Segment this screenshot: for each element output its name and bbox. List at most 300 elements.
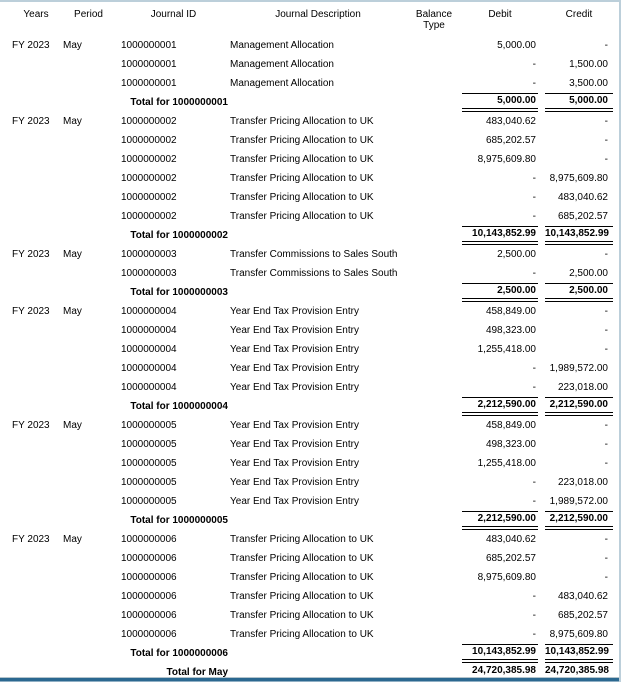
cell-debit: 498,323.00 — [485, 438, 536, 450]
cell-journal-description — [230, 397, 406, 416]
cell-years — [0, 454, 60, 473]
cell-balance-type — [406, 606, 462, 625]
cell-debit: - — [532, 172, 536, 184]
cell-balance-type — [406, 207, 462, 226]
cell-journal-id: 1000000005 — [121, 495, 177, 507]
cell-gap — [538, 435, 545, 454]
column-header-debit: Debit — [488, 9, 512, 20]
journal-row — [0, 416, 613, 435]
journal-row — [0, 74, 613, 93]
cell-balance-type — [406, 321, 462, 340]
cell-gap — [538, 245, 545, 264]
cell-balance-type — [406, 169, 462, 188]
cell-credit: 223,018.00 — [557, 476, 608, 488]
group-total-credit: 2,212,590.00 — [545, 397, 613, 416]
journal-total-row — [0, 397, 613, 416]
cell-years — [0, 473, 60, 492]
cell-years — [0, 55, 60, 74]
journal-row — [0, 435, 613, 454]
cell-balance-type — [406, 511, 462, 530]
cell-journal-id: 1000000006 — [121, 609, 177, 621]
cell-journal-description: Year End Tax Provision Entry — [230, 476, 359, 488]
column-header-balance-type: Balance Type — [415, 9, 453, 31]
cell-debit: - — [532, 77, 536, 89]
cell-gap — [538, 587, 545, 606]
cell-journal-id: 1000000005 — [121, 419, 177, 431]
cell-gap — [538, 131, 545, 150]
cell-period: May — [63, 533, 82, 545]
cell-journal-description: Year End Tax Provision Entry — [230, 438, 359, 450]
cell-period — [60, 492, 117, 511]
cell-balance-type — [406, 93, 462, 112]
cell-balance-type — [406, 283, 462, 302]
cell-journal-description: Transfer Pricing Allocation to UK — [230, 115, 374, 127]
cell-period — [60, 359, 117, 378]
group-total-debit: 10,143,852.99 — [462, 226, 538, 245]
cell-years — [0, 207, 60, 226]
cell-period: May — [63, 419, 82, 431]
journal-row — [0, 131, 613, 150]
cell-credit: - — [604, 552, 608, 564]
cell-period — [60, 321, 117, 340]
cell-credit: 1,989,572.00 — [549, 495, 608, 507]
journal-row — [0, 568, 613, 587]
cell-period — [60, 378, 117, 397]
cell-credit: 1,500.00 — [569, 58, 608, 70]
cell-period — [60, 55, 117, 74]
cell-balance-type — [406, 112, 462, 131]
journal-row — [0, 264, 613, 283]
cell-balance-type — [406, 416, 462, 435]
cell-debit: - — [532, 628, 536, 640]
cell-debit: - — [532, 362, 536, 374]
cell-balance-type — [406, 397, 462, 416]
cell-journal-id: 1000000004 — [121, 343, 177, 355]
cell-journal-id: 1000000002 — [121, 191, 177, 203]
journal-row — [0, 188, 613, 207]
cell-gap — [538, 112, 545, 131]
column-header-period: Period — [74, 9, 103, 20]
cell-journal-description: Year End Tax Provision Entry — [230, 343, 359, 355]
cell-gap — [538, 625, 545, 644]
cell-journal-description: Transfer Pricing Allocation to UK — [230, 210, 374, 222]
cell-balance-type — [406, 245, 462, 264]
cell-balance-type — [406, 473, 462, 492]
cell-journal-description: Management Allocation — [230, 39, 334, 51]
journal-row — [0, 36, 613, 55]
cell-years — [0, 131, 60, 150]
cell-credit: - — [604, 419, 608, 431]
cell-journal-id: 1000000003 — [121, 267, 177, 279]
cell-period — [60, 188, 117, 207]
cell-gap — [538, 473, 545, 492]
cell-period — [60, 131, 117, 150]
cell-debit: - — [532, 191, 536, 203]
cell-balance-type — [406, 264, 462, 283]
cell-journal-id: 1000000002 — [121, 172, 177, 184]
cell-period: May — [63, 115, 82, 127]
cell-journal-description: Year End Tax Provision Entry — [230, 305, 359, 317]
cell-journal-id: 1000000004 — [121, 362, 177, 374]
cell-years — [0, 74, 60, 93]
cell-debit: - — [532, 58, 536, 70]
cell-credit: - — [604, 571, 608, 583]
cell-gap — [538, 378, 545, 397]
cell-journal-description — [230, 283, 406, 302]
journal-row — [0, 549, 613, 568]
cell-balance-type — [406, 131, 462, 150]
cell-credit: - — [604, 438, 608, 450]
cell-gap — [538, 492, 545, 511]
cell-journal-description: Transfer Pricing Allocation to UK — [230, 172, 374, 184]
cell-credit: 1,989,572.00 — [549, 362, 608, 374]
cell-years: FY 2023 — [12, 305, 50, 317]
group-total-label: Total for 1000000002 — [130, 229, 228, 241]
group-total-credit: 5,000.00 — [545, 93, 613, 112]
cell-period — [60, 473, 117, 492]
grand-total-credit: 24,720,385.98 — [545, 663, 613, 682]
cell-period — [60, 169, 117, 188]
cell-period — [60, 207, 117, 226]
cell-balance-type — [406, 340, 462, 359]
cell-debit: 1,255,418.00 — [477, 343, 536, 355]
cell-journal-id: 1000000005 — [121, 457, 177, 469]
cell-credit: - — [604, 305, 608, 317]
cell-credit: 3,500.00 — [569, 77, 608, 89]
cell-period: May — [63, 305, 82, 317]
cell-journal-id: 1000000005 — [121, 438, 177, 450]
group-total-credit: 10,143,852.99 — [545, 644, 613, 663]
group-total-label: Total for 1000000003 — [130, 286, 228, 298]
column-header-years: Years — [23, 9, 49, 20]
cell-gap — [538, 454, 545, 473]
cell-gap — [538, 207, 545, 226]
cell-balance-type — [406, 302, 462, 321]
cell-journal-id: 1000000006 — [121, 590, 177, 602]
header-row — [0, 2, 613, 36]
cell-gap — [538, 530, 545, 549]
cell-credit: - — [604, 153, 608, 165]
journal-row — [0, 340, 613, 359]
cell-years: FY 2023 — [12, 419, 50, 431]
cell-journal-id: 1000000002 — [121, 134, 177, 146]
page-bottom-rule — [0, 677, 619, 682]
cell-journal-description — [230, 226, 406, 245]
group-total-debit: 5,000.00 — [462, 93, 538, 112]
cell-period — [60, 454, 117, 473]
cell-years — [0, 340, 60, 359]
cell-period — [60, 625, 117, 644]
cell-gap — [538, 644, 545, 663]
cell-debit: - — [532, 267, 536, 279]
cell-years: FY 2023 — [12, 248, 50, 260]
journal-total-row — [0, 283, 613, 302]
group-total-label: Total for 1000000006 — [130, 647, 228, 659]
cell-debit: 5,000.00 — [497, 39, 536, 51]
cell-gap — [538, 340, 545, 359]
cell-credit: - — [604, 533, 608, 545]
journal-row — [0, 112, 613, 131]
cell-years: FY 2023 — [12, 39, 50, 51]
cell-gap — [538, 397, 545, 416]
cell-gap — [538, 169, 545, 188]
cell-credit: - — [604, 343, 608, 355]
cell-period — [60, 340, 117, 359]
journal-row — [0, 625, 613, 644]
cell-balance-type — [406, 625, 462, 644]
group-total-label: Total for 1000000001 — [130, 96, 228, 108]
cell-journal-id: 1000000004 — [121, 305, 177, 317]
cell-journal-description: Transfer Pricing Allocation to UK — [230, 590, 374, 602]
journal-row — [0, 207, 613, 226]
cell-gap — [538, 36, 545, 55]
journal-row — [0, 150, 613, 169]
column-header-journal-description: Journal Description — [275, 9, 361, 20]
cell-journal-description: Transfer Pricing Allocation to UK — [230, 609, 374, 621]
cell-period: May — [63, 39, 82, 51]
cell-years — [0, 378, 60, 397]
cell-gap — [538, 321, 545, 340]
cell-journal-description: Management Allocation — [230, 77, 334, 89]
cell-debit: - — [532, 609, 536, 621]
cell-journal-description — [230, 93, 406, 112]
cell-debit: 685,202.57 — [485, 134, 536, 146]
cell-journal-id: 1000000006 — [121, 628, 177, 640]
cell-balance-type — [406, 55, 462, 74]
cell-balance-type — [406, 454, 462, 473]
group-total-credit: 2,500.00 — [545, 283, 613, 302]
cell-years: FY 2023 — [12, 115, 50, 127]
cell-journal-description: Year End Tax Provision Entry — [230, 381, 359, 393]
cell-journal-description: Transfer Pricing Allocation to UK — [230, 153, 374, 165]
cell-credit: - — [604, 324, 608, 336]
cell-period — [60, 587, 117, 606]
cell-gap — [538, 606, 545, 625]
cell-journal-description: Year End Tax Provision Entry — [230, 457, 359, 469]
cell-period: May — [63, 248, 82, 260]
cell-journal-description: Transfer Pricing Allocation to UK — [230, 552, 374, 564]
journal-row — [0, 321, 613, 340]
cell-gap — [538, 188, 545, 207]
journal-row — [0, 473, 613, 492]
cell-credit: - — [604, 39, 608, 51]
cell-debit: 498,323.00 — [485, 324, 536, 336]
grand-total-label: Total for May — [166, 666, 228, 678]
cell-gap — [538, 359, 545, 378]
grand-total-debit: 24,720,385.98 — [462, 663, 538, 682]
cell-journal-description: Transfer Commissions to Sales South — [230, 248, 398, 260]
cell-balance-type — [406, 359, 462, 378]
cell-debit: 8,975,609.80 — [477, 571, 536, 583]
journal-total-row — [0, 511, 613, 530]
cell-balance-type — [406, 530, 462, 549]
cell-balance-type — [406, 644, 462, 663]
cell-journal-id: 1000000002 — [121, 153, 177, 165]
cell-journal-description: Transfer Pricing Allocation to UK — [230, 533, 374, 545]
journal-row — [0, 587, 613, 606]
cell-gap — [538, 93, 545, 112]
cell-credit: - — [604, 457, 608, 469]
cell-journal-id: 1000000002 — [121, 115, 177, 127]
journal-row — [0, 606, 613, 625]
cell-credit: 8,975,609.80 — [549, 172, 608, 184]
cell-balance-type — [406, 74, 462, 93]
cell-gap — [538, 264, 545, 283]
cell-years — [0, 587, 60, 606]
cell-period — [60, 74, 117, 93]
cell-journal-description: Year End Tax Provision Entry — [230, 324, 359, 336]
cell-journal-id: 1000000005 — [121, 476, 177, 488]
cell-debit: 458,849.00 — [485, 305, 536, 317]
cell-journal-description: Year End Tax Provision Entry — [230, 419, 359, 431]
group-total-credit: 10,143,852.99 — [545, 226, 613, 245]
cell-period — [60, 549, 117, 568]
group-total-debit: 2,212,590.00 — [462, 511, 538, 530]
column-header-journal-id: Journal ID — [150, 9, 197, 20]
column-gap — [538, 2, 545, 36]
journal-row — [0, 378, 613, 397]
cell-debit: - — [532, 495, 536, 507]
cell-journal-id: 1000000006 — [121, 552, 177, 564]
journal-row — [0, 492, 613, 511]
journal-row — [0, 302, 613, 321]
cell-years — [0, 169, 60, 188]
cell-period — [60, 606, 117, 625]
cell-balance-type — [406, 549, 462, 568]
cell-credit: 483,040.62 — [557, 590, 608, 602]
cell-journal-id: 1000000001 — [121, 77, 177, 89]
group-total-label: Total for 1000000004 — [130, 400, 228, 412]
cell-period — [60, 150, 117, 169]
cell-journal-description: Transfer Commissions to Sales South — [230, 267, 398, 279]
cell-gap — [538, 283, 545, 302]
cell-debit: 483,040.62 — [485, 115, 536, 127]
cell-gap — [538, 302, 545, 321]
cell-debit: - — [532, 210, 536, 222]
cell-balance-type — [406, 188, 462, 207]
journal-row — [0, 454, 613, 473]
cell-period — [60, 568, 117, 587]
cell-gap — [538, 55, 545, 74]
cell-balance-type — [406, 435, 462, 454]
cell-journal-description: Transfer Pricing Allocation to UK — [230, 628, 374, 640]
journal-row — [0, 359, 613, 378]
cell-journal-id: 1000000001 — [121, 58, 177, 70]
cell-journal-description: Transfer Pricing Allocation to UK — [230, 191, 374, 203]
cell-credit: 2,500.00 — [569, 267, 608, 279]
cell-balance-type — [406, 226, 462, 245]
cell-journal-description: Management Allocation — [230, 58, 334, 70]
cell-balance-type — [406, 492, 462, 511]
cell-journal-description — [230, 511, 406, 530]
cell-journal-description: Year End Tax Provision Entry — [230, 362, 359, 374]
cell-journal-id: 1000000006 — [121, 571, 177, 583]
cell-debit: 2,500.00 — [497, 248, 536, 260]
cell-debit: 483,040.62 — [485, 533, 536, 545]
journal-row — [0, 245, 613, 264]
cell-journal-id: 1000000004 — [121, 381, 177, 393]
cell-years — [0, 435, 60, 454]
cell-period — [60, 435, 117, 454]
cell-journal-description: Transfer Pricing Allocation to UK — [230, 571, 374, 583]
cell-debit: - — [532, 590, 536, 602]
cell-period — [60, 264, 117, 283]
cell-debit: 1,255,418.00 — [477, 457, 536, 469]
cell-gap — [538, 150, 545, 169]
cell-gap — [538, 416, 545, 435]
cell-years — [0, 606, 60, 625]
cell-journal-id: 1000000002 — [121, 210, 177, 222]
cell-gap — [538, 74, 545, 93]
cell-years: FY 2023 — [12, 533, 50, 545]
cell-balance-type — [406, 150, 462, 169]
cell-credit: - — [604, 134, 608, 146]
group-total-debit: 10,143,852.99 — [462, 644, 538, 663]
cell-gap — [538, 226, 545, 245]
cell-journal-id: 1000000004 — [121, 324, 177, 336]
report-body — [0, 36, 613, 682]
cell-balance-type — [406, 568, 462, 587]
cell-years — [0, 359, 60, 378]
cell-years — [0, 264, 60, 283]
cell-credit: 223,018.00 — [557, 381, 608, 393]
cell-debit: 458,849.00 — [485, 419, 536, 431]
cell-journal-description: Transfer Pricing Allocation to UK — [230, 134, 374, 146]
cell-credit: 685,202.57 — [557, 210, 608, 222]
journal-total-row — [0, 93, 613, 112]
cell-debit: 685,202.57 — [485, 552, 536, 564]
cell-balance-type — [406, 587, 462, 606]
column-header-credit: Credit — [565, 9, 593, 20]
cell-balance-type — [406, 36, 462, 55]
cell-gap — [538, 511, 545, 530]
cell-credit: 685,202.57 — [557, 609, 608, 621]
cell-gap — [538, 549, 545, 568]
cell-journal-description: Year End Tax Provision Entry — [230, 495, 359, 507]
journal-total-row — [0, 644, 613, 663]
group-total-debit: 2,212,590.00 — [462, 397, 538, 416]
cell-gap — [538, 568, 545, 587]
cell-journal-description — [230, 644, 406, 663]
group-total-debit: 2,500.00 — [462, 283, 538, 302]
cell-credit: 483,040.62 — [557, 191, 608, 203]
cell-credit: - — [604, 115, 608, 127]
cell-years — [0, 321, 60, 340]
cell-credit: - — [604, 248, 608, 260]
cell-journal-id: 1000000003 — [121, 248, 177, 260]
cell-journal-id: 1000000001 — [121, 39, 177, 51]
cell-balance-type — [406, 378, 462, 397]
cell-debit: 8,975,609.80 — [477, 153, 536, 165]
cell-years — [0, 150, 60, 169]
cell-debit: - — [532, 476, 536, 488]
journal-row — [0, 169, 613, 188]
group-total-label: Total for 1000000005 — [130, 514, 228, 526]
journal-row — [0, 55, 613, 74]
journal-report-table — [0, 2, 613, 682]
cell-years — [0, 188, 60, 207]
group-total-credit: 2,212,590.00 — [545, 511, 613, 530]
journal-total-row — [0, 226, 613, 245]
cell-debit: - — [532, 381, 536, 393]
cell-years — [0, 549, 60, 568]
cell-journal-id: 1000000006 — [121, 533, 177, 545]
cell-years — [0, 492, 60, 511]
cell-years — [0, 625, 60, 644]
cell-years — [0, 568, 60, 587]
journal-row — [0, 530, 613, 549]
cell-credit: 8,975,609.80 — [549, 628, 608, 640]
